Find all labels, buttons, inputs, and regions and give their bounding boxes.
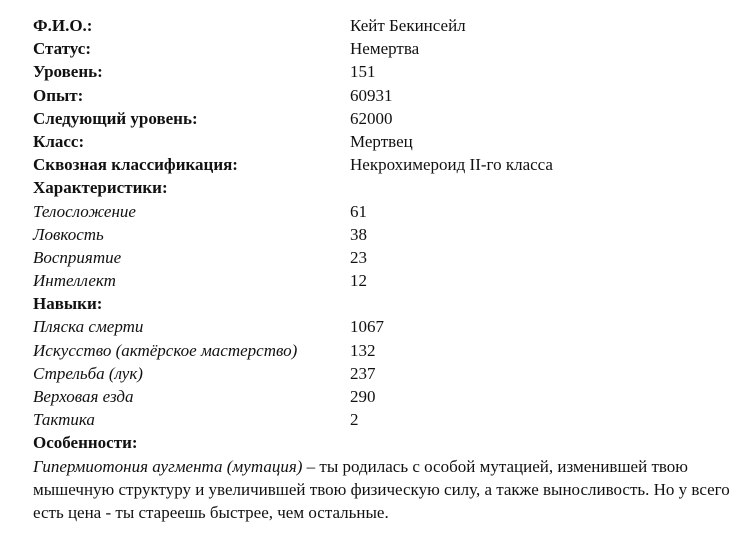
stat-value: 38: [350, 224, 367, 244]
feature-text: – ты родилась с особой мутацией, изменившей твою мышечную структуру и увеличившей твою физическую силу, а также выносливость. Но у всего есть цена - ты стареешь быстрее, чем остальные.: [33, 456, 730, 522]
profile-row-class: [33, 130, 733, 153]
profile-row-classification: [33, 153, 733, 176]
level-value: 151: [350, 62, 376, 82]
stat-row: [33, 269, 733, 292]
skill-row: [33, 315, 733, 338]
name-value: Кейт Бекинсейл: [350, 16, 466, 35]
status-value: Немертва: [350, 39, 420, 59]
experience-label: Опыт:: [33, 85, 84, 105]
status-label: Статус:: [33, 39, 91, 59]
classification-value: Некрохимероид II-го класса: [350, 155, 553, 175]
character-sheet: [33, 14, 733, 524]
profile-row-name: [33, 14, 733, 37]
profile-row-experience: [33, 84, 733, 107]
stats-heading: Характеристики:: [33, 178, 168, 198]
stat-value: 61: [350, 201, 367, 221]
classification-label: Сквозная классификация:: [33, 155, 238, 175]
skill-row: [33, 339, 733, 362]
name-label: Ф.И.О.:: [33, 16, 93, 35]
skill-label: Пляска смерти: [33, 317, 144, 337]
skills-heading: Навыки:: [33, 294, 103, 314]
skill-row: [33, 362, 733, 385]
skill-value: 1067: [350, 317, 384, 337]
next-level-value: 62000: [350, 108, 393, 128]
feature-description: [33, 455, 733, 525]
skill-row: [33, 408, 733, 431]
profile-row-status: [33, 37, 733, 60]
experience-value: 60931: [350, 85, 393, 105]
profile-row-next-level: [33, 107, 733, 130]
skill-label: Искусство (актёрское мастерство): [33, 340, 298, 360]
features-heading: Особенности:: [33, 433, 138, 453]
stat-row: [33, 200, 733, 223]
stat-value: 23: [350, 247, 367, 267]
skill-row: [33, 385, 733, 408]
class-label: Класс:: [33, 131, 85, 151]
skill-value: 237: [350, 363, 376, 383]
stat-label: Восприятие: [33, 247, 122, 267]
level-label: Уровень:: [33, 62, 103, 82]
skill-value: 132: [350, 340, 376, 360]
skill-label: Стрельба (лук): [33, 363, 143, 383]
skill-label: Тактика: [33, 410, 95, 430]
stat-label: Телосложение: [33, 201, 136, 221]
stat-value: 12: [350, 271, 367, 291]
feature-name: Гипермиотония аугмента (мутация): [33, 456, 303, 476]
skill-value: 2: [350, 410, 359, 430]
profile-row-level: [33, 60, 733, 83]
stat-label: Интеллект: [33, 271, 116, 291]
class-value: Мертвец: [350, 131, 413, 151]
stat-row: [33, 246, 733, 269]
stat-label: Ловкость: [33, 224, 104, 244]
next-level-label: Следующий уровень:: [33, 108, 198, 128]
stat-row: [33, 223, 733, 246]
skill-value: 290: [350, 387, 376, 406]
skill-label: Верховая езда: [33, 387, 134, 406]
